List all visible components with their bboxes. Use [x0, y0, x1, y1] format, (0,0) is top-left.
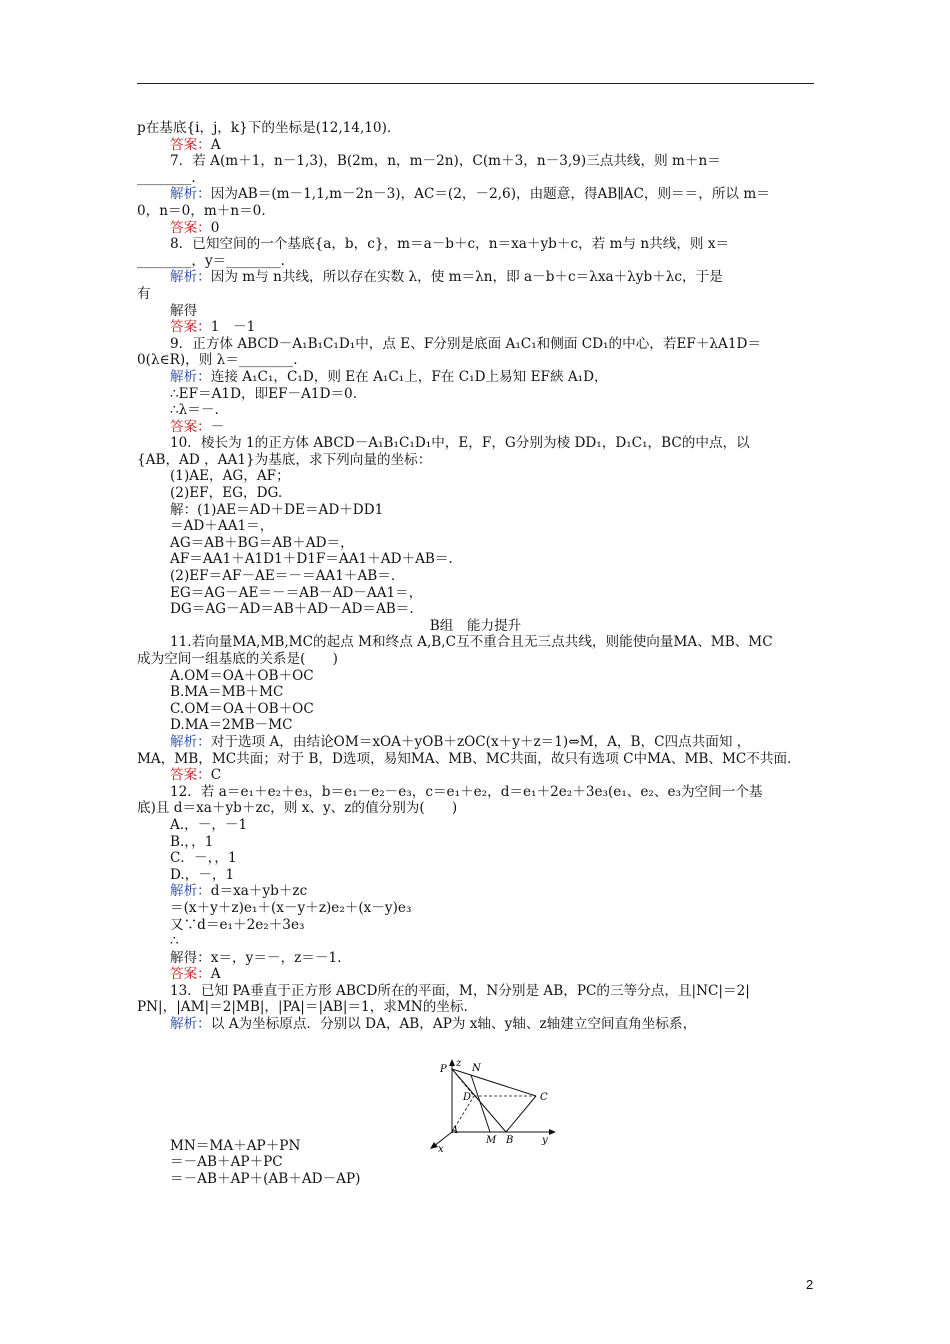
text-line — [137, 800, 814, 817]
label-n: N — [472, 1063, 481, 1074]
line-text: MA，MB，MC共面；对于 B，D选项，易知MA、MB、MC共面，故只有选项 C中MA、MB、MC不共面. — [137, 750, 792, 767]
line-text: 解得 — [170, 302, 198, 319]
answer-label: 答案： — [170, 966, 211, 983]
line-text: 12．若 a＝e₁＋e₂＋e₃，b＝e₁－e₂－e₃，c＝e₁＋e₂，d＝e₁＋2e₂＋3e₃(e₁、e₂、e₃为空间一个基 — [170, 783, 763, 800]
line-text: 底)且 d＝xa＋yb＋zc，则 x、y、z的值分别为( ) — [137, 800, 458, 817]
line-text: AF＝AA1＋A1D1＋D1F＝AA1＋AD＋AB＝. — [170, 551, 453, 568]
analysis-label: 解析： — [170, 1016, 211, 1033]
line-text: {AB，AD ，AA1}为基底，求下列向量的坐标： — [137, 451, 432, 468]
text-line — [137, 186, 814, 203]
answer-label: 答案： — [170, 136, 211, 153]
text-line — [137, 220, 814, 237]
line-text: 1 －1 — [210, 319, 256, 336]
line-text: 有 — [137, 285, 151, 302]
line-text: 11.若向量MA,MB,MC的起点 M和终点 A,B,C互不重合且无三点共线，则能使向量MA、MB、MC — [170, 634, 773, 651]
text-line — [137, 1154, 814, 1171]
line-text: C．－，，1 — [170, 850, 237, 867]
line-text: AG＝AB＋BG＝AB＋AD＝， — [170, 534, 354, 551]
text-line — [137, 999, 814, 1016]
label-d: D — [463, 1092, 472, 1103]
line-text: d＝xa＋yb＋zc — [210, 883, 308, 900]
text-line — [137, 684, 814, 701]
text-line — [137, 402, 814, 419]
text-line — [137, 319, 814, 336]
text-line — [137, 518, 814, 535]
text-line — [137, 651, 814, 668]
line-text: ＝AD＋AA1＝， — [170, 518, 274, 535]
line-text: 解得：x＝，y＝－，z＝－1. — [170, 949, 342, 966]
text-line — [137, 336, 814, 353]
text-line — [137, 286, 814, 303]
text-line — [137, 485, 814, 502]
text-line — [137, 850, 814, 867]
label-x: x — [438, 1144, 444, 1152]
text-line — [137, 535, 814, 552]
line-text: PN|，|AM|＝2|MB|，|PA|＝|AB|＝1，求MN的坐标. — [137, 999, 468, 1016]
line-text: (1)AE，AG，AF； — [170, 468, 290, 485]
answer-label: 答案： — [170, 767, 211, 784]
text-line — [137, 435, 814, 452]
text-line — [137, 834, 814, 851]
line-text: C.OM＝OA＋OB＋OC — [170, 700, 314, 717]
analysis-label: 解析： — [170, 269, 211, 286]
line-text: 10．棱长为 1的正方体 ABCD－A₁B₁C₁D₁中，E，F，G分别为棱 DD₁，D₁C₁，BC的中点，以 — [170, 435, 750, 452]
text-line — [137, 386, 814, 403]
text-line — [137, 900, 814, 917]
text-line — [137, 1016, 814, 1033]
line-text: (2)EF，EG，DG. — [170, 485, 283, 502]
line-text: B组 能力提升 — [429, 617, 522, 634]
line-text: 0 — [210, 219, 220, 236]
line-text: MN＝MA＋AP＋PN — [170, 1137, 301, 1154]
text-line — [137, 502, 814, 519]
line-text: 13．已知 PA垂直于正方形 ABCD所在的平面，M，N分别是 AB，PC的三等分点，且|NC|＝2| — [170, 982, 750, 999]
text-line — [137, 817, 814, 834]
line-text: 以 A为坐标原点．分别以 DA，AB，AP为 x轴、y轴、z轴建立空间直角坐标系， — [210, 1016, 697, 1033]
analysis-label: 解析： — [170, 733, 211, 750]
line-text: ＝(x＋y＋z)e₁＋(x－y＋z)e₂＋(x－y)e₃ — [170, 899, 412, 916]
text-line — [137, 767, 814, 784]
text-line — [137, 966, 814, 983]
label-m: M — [486, 1135, 497, 1146]
text-line — [137, 137, 814, 154]
line-text: B.，，1 — [170, 833, 214, 850]
text-line — [137, 253, 814, 270]
line-text: － — [210, 418, 225, 435]
text-line — [137, 352, 814, 369]
line-text: A.，－，－1 — [170, 816, 248, 833]
line-text: 7．若 A(m＋1，n－1,3)，B(2m，n，m－2n)，C(m＋3，n－3,9)三点共线，则 m＋n＝ — [170, 153, 721, 170]
text-line — [137, 917, 814, 934]
line-text: p在基底{i，j，k}下的坐标是(12,14,10). — [137, 120, 392, 136]
line-text: ∴EF＝A1D，即EF－A1D＝0. — [170, 385, 358, 402]
text-line — [137, 369, 814, 386]
body-lines — [137, 120, 814, 1033]
text-line — [137, 585, 814, 602]
line-text: 因为AB＝(m－1,1,m－2n－3)，AC＝(2，－2,6)，由题意，得AB∥AC，则＝＝，所以 m＝ — [210, 186, 770, 203]
label-y: y — [542, 1135, 548, 1146]
line-text: 因为 m与 n共线，所以存在实数 λ，使 m＝λn，即 a－b＋c＝λxa＋λyb＋λc，于是 — [210, 269, 723, 286]
answer-label: 答案： — [170, 219, 211, 236]
line-text: ∴λ＝－. — [170, 402, 219, 419]
text-line — [137, 269, 814, 286]
line-text: ＝－AB＋AP＋PC — [170, 1154, 283, 1171]
line-text: 0(λ∈R)，则 λ＝________. — [137, 352, 298, 369]
text-line — [137, 668, 814, 685]
line-text: (2)EF＝AF－AE＝－＝AA1＋AB＝. — [170, 568, 396, 585]
line-text: 8．已知空间的一个基底{a，b，c}，m＝a－b＋c，n＝xa＋yb＋c，若 m与 n共线，则 x＝ — [170, 236, 730, 253]
text-line — [137, 634, 814, 651]
text-line — [137, 950, 814, 967]
line-text: 对于选项 A，由结论OM＝xOA＋yOB＋zOC(x＋y＋z＝1)⇔M，A，B，C四点共面知 ， — [210, 733, 751, 750]
text-line — [137, 568, 814, 585]
answer-label: 答案： — [170, 319, 211, 336]
text-line — [137, 701, 814, 718]
text-line — [137, 1171, 814, 1188]
text-line — [137, 717, 814, 734]
line-text: 解：(1)AE＝AD＋DE＝AD＋DD1 — [170, 501, 384, 518]
line-text: 连接 A₁C₁，C₁D，则 E在 A₁C₁上，F在 C₁D上易知 EF綊 A₁D， — [210, 368, 608, 385]
text-line — [137, 784, 814, 801]
text-line — [137, 203, 814, 220]
text-line — [137, 983, 814, 1000]
line-text: B.MA＝MB＋MC — [170, 684, 284, 701]
text-block — [137, 120, 814, 1187]
line-text: A — [210, 966, 221, 983]
edge-bc — [506, 1096, 536, 1132]
line-text: EG＝AG－AE＝－＝AB－AD－AA1＝， — [170, 584, 423, 601]
text-line — [137, 170, 814, 187]
line-text: 又∵d＝e₁＋2e₂＋3e₃ — [170, 916, 305, 933]
text-line — [137, 751, 814, 768]
line-text: DG＝AG－AD＝AB＋AD－AD＝AB＝. — [170, 601, 414, 618]
analysis-label: 解析： — [170, 186, 211, 203]
label-b: B — [506, 1135, 514, 1146]
analysis-label: 解析： — [170, 883, 211, 900]
text-line — [137, 601, 814, 618]
line-text: ＝－AB＋AP＋(AB＋AD－AP) — [170, 1170, 361, 1187]
text-line — [137, 303, 814, 320]
line-text: C — [210, 767, 222, 784]
line-text: ________. — [137, 169, 196, 186]
header-rule — [137, 83, 814, 84]
x-arrow-icon — [430, 1142, 438, 1149]
text-line — [137, 618, 814, 635]
text-line — [137, 153, 814, 170]
text-line — [137, 867, 814, 884]
label-c: C — [540, 1092, 548, 1103]
line-text: 9．正方体 ABCD－A₁B₁C₁D₁中，点 E、F分别是底面 A₁C₁和侧面 CD₁的中心，若EF＋λA1D＝ — [170, 335, 762, 352]
y-arrow-icon — [549, 1129, 556, 1135]
analysis-label: 解析： — [170, 368, 211, 385]
line-text: 0，n＝0，m＋n＝0. — [137, 202, 266, 219]
line-text: 成为空间一组基底的关系是( ) — [137, 651, 338, 667]
text-line — [137, 468, 814, 485]
text-line — [137, 236, 814, 253]
line-text: A.OM＝OA＋OB＋OC — [170, 667, 314, 684]
line-text: ∴ — [170, 933, 179, 950]
text-line — [137, 883, 814, 900]
line-text: D.MA＝2MB－MC — [170, 717, 293, 734]
label-a: A — [451, 1125, 459, 1136]
label-p: P — [440, 1064, 447, 1075]
line-text: D.，－，1 — [170, 866, 235, 883]
text-line — [137, 452, 814, 469]
page-number: 2 — [806, 1277, 814, 1292]
line-text: A — [210, 136, 221, 153]
text-line — [137, 419, 814, 436]
text-line — [137, 120, 814, 137]
answer-label: 答案： — [170, 418, 211, 435]
segment-mn — [471, 1075, 490, 1132]
text-line — [137, 734, 814, 751]
label-z: z — [456, 1058, 462, 1069]
coordinate-figure — [424, 1057, 564, 1152]
line-text: ________，y＝________. — [137, 252, 285, 269]
z-arrow-icon — [449, 1059, 455, 1066]
text-line — [137, 551, 814, 568]
text-line — [137, 933, 814, 950]
